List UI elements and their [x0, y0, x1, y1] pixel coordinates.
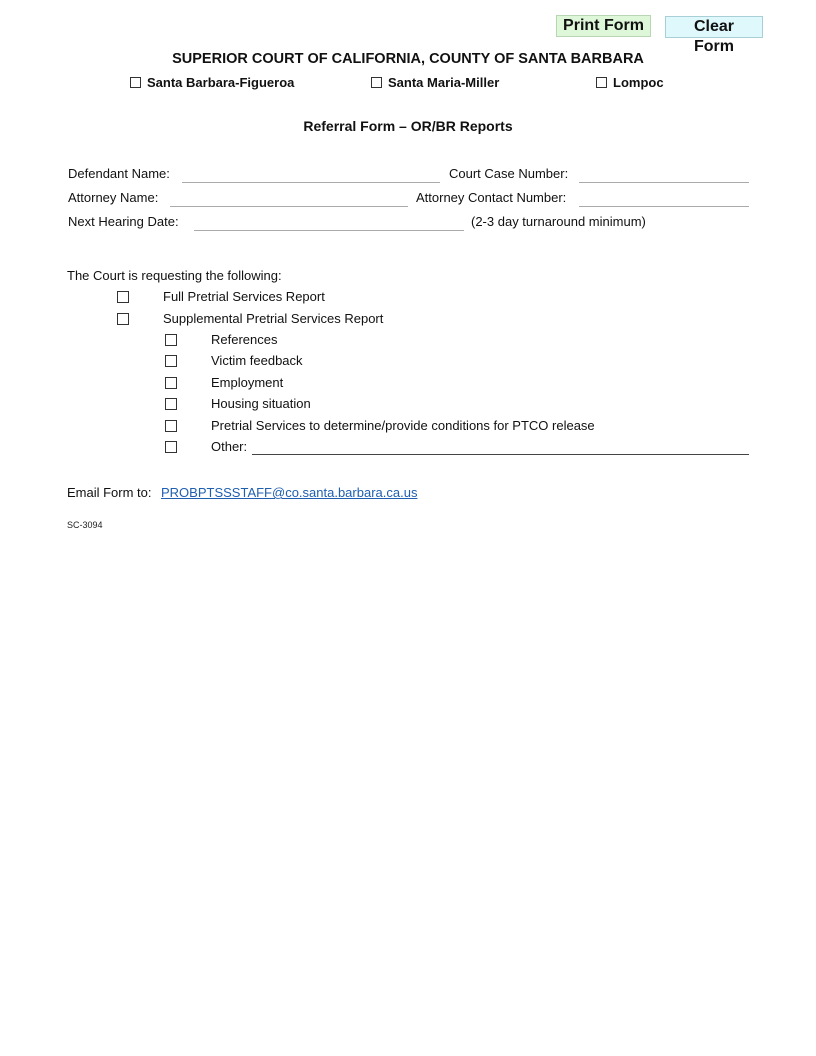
court-case-number-field[interactable]	[579, 166, 749, 183]
location-label: Santa Barbara-Figueroa	[147, 75, 295, 90]
request-label: Full Pretrial Services Report	[163, 289, 325, 304]
next-hearing-date-input[interactable]	[194, 213, 464, 229]
next-hearing-date-label: Next Hearing Date:	[68, 214, 179, 229]
request-references[interactable]	[165, 332, 277, 347]
defendant-name-label: Defendant Name:	[68, 166, 170, 181]
court-case-number-label: Court Case Number:	[449, 166, 569, 181]
other-input[interactable]	[252, 437, 749, 453]
request-label: Employment	[211, 375, 284, 390]
request-label: Housing situation	[211, 396, 311, 411]
request-other[interactable]	[165, 439, 247, 454]
court-case-number-input[interactable]	[579, 165, 749, 181]
checkbox[interactable]	[371, 77, 382, 88]
request-supplemental-report[interactable]	[117, 311, 383, 326]
request-label: Supplemental Pretrial Services Report	[163, 311, 384, 326]
location-label: Lompoc	[613, 75, 664, 90]
defendant-name-field[interactable]	[182, 166, 440, 183]
checkbox[interactable]	[165, 355, 177, 367]
location-lompoc[interactable]	[596, 75, 664, 90]
request-employment[interactable]	[165, 375, 283, 390]
request-label: Other:	[211, 439, 248, 454]
attorney-contact-number-label: Attorney Contact Number:	[416, 190, 567, 205]
checkbox[interactable]	[596, 77, 607, 88]
checkbox[interactable]	[117, 291, 129, 303]
request-full-report[interactable]	[117, 289, 325, 304]
court-title: SUPERIOR COURT OF CALIFORNIA, COUNTY OF SANTA BARBARA	[172, 51, 644, 67]
email-label: Email Form to:	[67, 485, 152, 500]
checkbox[interactable]	[165, 441, 177, 453]
request-housing-situation[interactable]	[165, 396, 311, 411]
turnaround-note: (2-3 day turnaround minimum)	[471, 214, 646, 229]
checkbox[interactable]	[165, 398, 177, 410]
checkbox[interactable]	[117, 313, 129, 325]
attorney-name-input[interactable]	[170, 189, 408, 205]
request-ptco-conditions[interactable]	[165, 418, 595, 433]
location-santa-maria-miller[interactable]	[371, 75, 499, 90]
clear-form-button[interactable]: Clear Form	[665, 16, 763, 38]
defendant-name-input[interactable]	[182, 165, 440, 181]
email-link[interactable]: PROBPTSSSTAFF@co.santa.barbara.ca.us	[161, 485, 418, 500]
requests-intro: The Court is requesting the following:	[67, 268, 282, 283]
form-code: SC-3094	[67, 520, 103, 530]
attorney-name-label: Attorney Name:	[68, 190, 159, 205]
location-santa-barbara-figueroa[interactable]	[130, 75, 294, 90]
attorney-contact-number-input[interactable]	[579, 189, 749, 205]
request-label: References	[211, 332, 278, 347]
checkbox[interactable]	[165, 377, 177, 389]
checkbox[interactable]	[165, 334, 177, 346]
other-field[interactable]	[252, 438, 749, 455]
print-form-button[interactable]: Print Form	[556, 15, 651, 37]
attorney-contact-number-field[interactable]	[579, 190, 749, 207]
request-label: Victim feedback	[211, 353, 303, 368]
checkbox[interactable]	[130, 77, 141, 88]
attorney-name-field[interactable]	[170, 190, 408, 207]
checkbox[interactable]	[165, 420, 177, 432]
request-victim-feedback[interactable]	[165, 353, 303, 368]
next-hearing-date-field[interactable]	[194, 214, 464, 231]
request-label: Pretrial Services to determine/provide conditions for PTCO release	[211, 418, 595, 433]
location-label: Santa Maria-Miller	[388, 75, 500, 90]
form-title: Referral Form – OR/BR Reports	[303, 118, 513, 134]
